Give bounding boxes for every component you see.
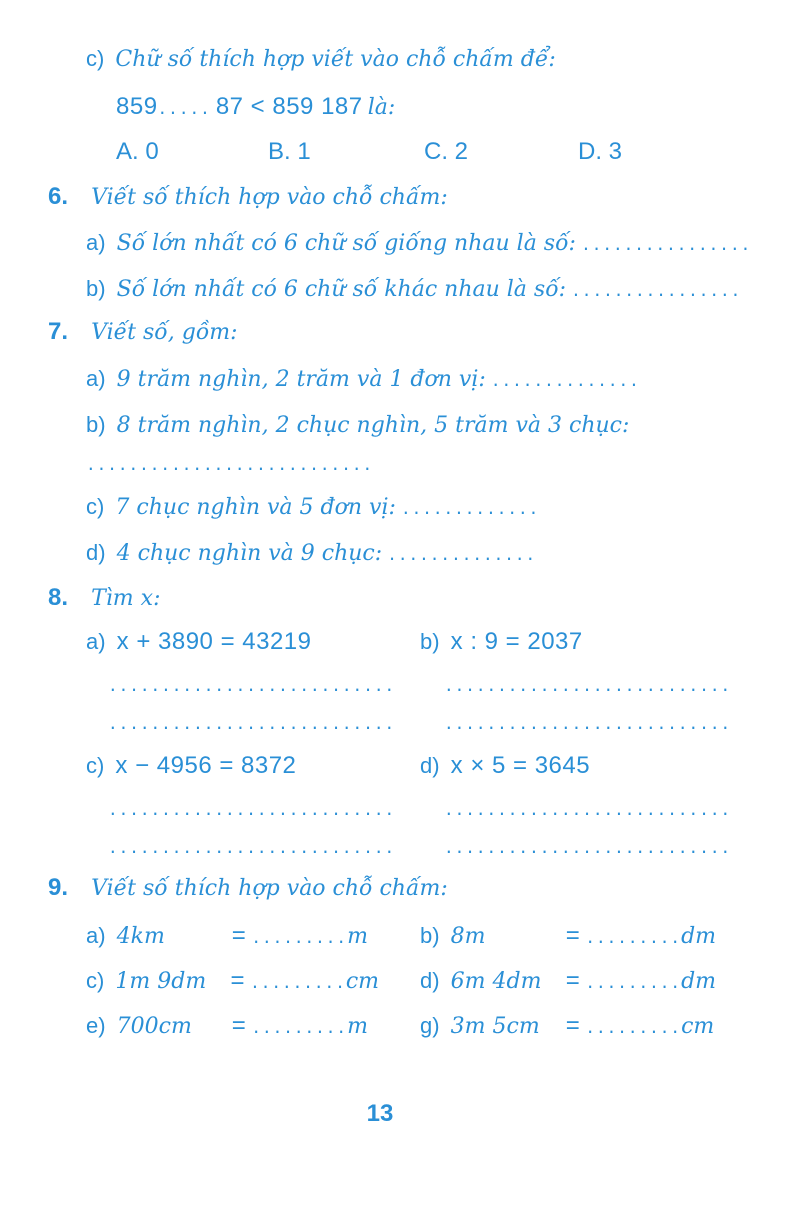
q6a-text: Số lớn nhất có 6 chữ số giống nhau là số: — [116, 231, 576, 256]
q6a-item — [86, 230, 751, 256]
q9e-label: e) — [86, 1013, 106, 1038]
q7d-text: 4 chục nghìn và 9 chục: — [116, 541, 383, 566]
q9e-item — [86, 1012, 368, 1040]
q6b-answer-dots[interactable]: ................ — [571, 281, 742, 300]
q8b-item — [420, 628, 583, 656]
q8d-expression: x × 5 = 3645 — [450, 752, 591, 779]
q5c-expr-tail: là: — [367, 95, 396, 120]
q8a-work-line-1[interactable]: ........................... — [108, 676, 396, 695]
q7b-label: b) — [86, 412, 106, 437]
q9g-equals: = — [565, 1012, 581, 1039]
q9b-equals: = — [565, 922, 581, 949]
q9c-equals: = — [230, 967, 246, 994]
q9d-label: d) — [420, 968, 440, 993]
q5c-text: Chữ số thích hợp viết vào chỗ chấm để: — [115, 47, 556, 72]
q7d-label: d) — [86, 540, 106, 565]
q9g-answer-dots[interactable]: ......... — [585, 1018, 682, 1037]
q9b-label: b) — [420, 923, 440, 948]
q6-title: Viết số thích hợp vào chỗ chấm: — [91, 185, 448, 210]
q7b-answer-line — [86, 455, 373, 474]
choice-c[interactable]: C. 2 — [424, 138, 469, 165]
q7c-text: 7 chục nghìn và 5 đơn vị: — [115, 495, 396, 520]
q9b-answer-dots[interactable]: ......... — [585, 928, 682, 947]
q6-heading — [48, 183, 448, 211]
q7c-answer-dots[interactable]: ............. — [401, 499, 540, 518]
q7a-answer-dots[interactable]: .............. — [490, 371, 640, 390]
q8a-work-line-2[interactable]: ........................... — [108, 714, 396, 733]
q7c-label: c) — [86, 494, 105, 519]
q9g-label: g) — [420, 1013, 440, 1038]
q9d-unit: dm — [681, 969, 717, 994]
q6a-label: a) — [86, 230, 106, 255]
q9-title: Viết số thích hợp vào chỗ chấm: — [91, 876, 448, 901]
q9a-item — [86, 922, 368, 950]
q8c-item — [86, 752, 296, 780]
q9a-answer-dots[interactable]: ......... — [251, 928, 348, 947]
q7b-answer-dots[interactable]: ........................... — [86, 455, 374, 474]
q9a-left: 4km — [116, 924, 165, 949]
q8a-item — [86, 628, 312, 656]
page-number: 13 — [366, 1100, 394, 1127]
q6b-label: b) — [86, 276, 106, 301]
q9c-item — [86, 967, 379, 995]
q8b-expression: x : 9 = 2037 — [450, 628, 583, 655]
q9c-left: 1m 9dm — [115, 969, 207, 994]
q8d-work-line-1[interactable]: ........................... — [444, 800, 732, 819]
q8a-expression: x + 3890 = 43219 — [116, 628, 312, 655]
q9e-unit: m — [347, 1014, 368, 1039]
q8-heading — [48, 584, 160, 612]
q7d-item — [86, 540, 536, 566]
q7a-label: a) — [86, 366, 106, 391]
q9a-unit: m — [347, 924, 368, 949]
q6b-item — [86, 276, 741, 302]
q9e-left: 700cm — [116, 1014, 192, 1039]
q9b-left: 8m — [450, 924, 486, 949]
q5c-expr-dots[interactable]: ..... — [157, 99, 211, 118]
q5c-expr-part-a: 859 — [116, 93, 158, 120]
q8c-work-line-1[interactable]: ........................... — [108, 800, 396, 819]
q9b-unit: dm — [681, 924, 717, 949]
q6a-answer-dots[interactable]: ................ — [581, 235, 752, 254]
q8c-work-line-2[interactable]: ........................... — [108, 838, 396, 857]
q8d-label: d) — [420, 753, 440, 778]
q9d-item — [420, 967, 716, 995]
q5c-expression — [116, 93, 395, 121]
q8b-work-line-1[interactable]: ........................... — [444, 676, 732, 695]
q9g-unit: cm — [681, 1014, 715, 1039]
q7a-text: 9 trăm nghìn, 2 trăm và 1 đơn vị: — [116, 367, 486, 392]
choice-a[interactable]: A. 0 — [116, 138, 159, 165]
q5c-prompt — [86, 46, 556, 72]
q8d-item — [420, 752, 590, 780]
q6-number: 6. — [48, 183, 69, 210]
q8-number: 8. — [48, 584, 69, 611]
q8a-label: a) — [86, 629, 106, 654]
q7c-item — [86, 494, 539, 520]
q7a-item — [86, 366, 640, 392]
q9d-answer-dots[interactable]: ......... — [585, 973, 682, 992]
q7d-answer-dots[interactable]: .............. — [387, 545, 537, 564]
q9e-equals: = — [231, 1012, 247, 1039]
q7b-item — [86, 412, 629, 438]
q8-title: Tìm x: — [91, 586, 161, 611]
q9g-item — [420, 1012, 714, 1040]
q7-heading — [48, 318, 238, 346]
q9a-equals: = — [231, 922, 247, 949]
q7-number: 7. — [48, 318, 69, 345]
q9d-equals: = — [565, 967, 581, 994]
q7-title: Viết số, gồm: — [91, 320, 238, 345]
q5c-label: c) — [86, 46, 105, 71]
q9-number: 9. — [48, 874, 69, 901]
q6b-text: Số lớn nhất có 6 chữ số khác nhau là số: — [116, 277, 567, 302]
q8b-label: b) — [420, 629, 440, 654]
q8d-work-line-2[interactable]: ........................... — [444, 838, 732, 857]
q9-heading — [48, 874, 448, 902]
q8b-work-line-2[interactable]: ........................... — [444, 714, 732, 733]
q9c-answer-dots[interactable]: ......... — [250, 973, 346, 992]
q9c-unit: cm — [345, 969, 380, 994]
q7b-text: 8 trăm nghìn, 2 chục nghìn, 5 trăm và 3 chục: — [116, 413, 630, 438]
choice-d[interactable]: D. 3 — [578, 138, 623, 165]
q9g-left: 3m 5cm — [450, 1014, 540, 1039]
q8c-label: c) — [86, 753, 105, 778]
q9c-label: c) — [86, 968, 105, 993]
q9b-item — [420, 922, 716, 950]
q9a-label: a) — [86, 923, 106, 948]
q9d-left: 6m 4dm — [450, 969, 542, 994]
q8c-expression: x − 4956 = 8372 — [115, 752, 297, 779]
q5c-expr-part-b: 87 < 859 187 — [215, 93, 363, 120]
choice-b[interactable]: B. 1 — [268, 138, 311, 165]
q9e-answer-dots[interactable]: ......... — [251, 1018, 348, 1037]
